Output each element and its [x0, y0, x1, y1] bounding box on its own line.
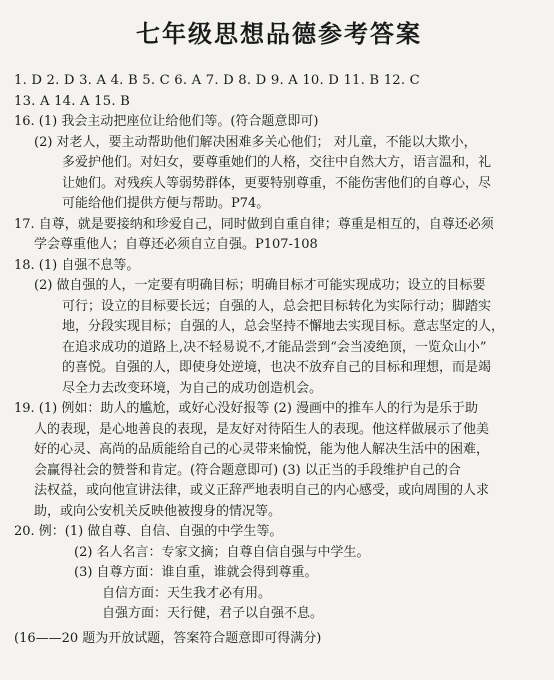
q18-part2-line3: 地，分段实现目标；自强的人，总会坚持不懈地去实现目标。意志坚定的人，	[62, 319, 505, 334]
q20-part3-self-strength: 自强方面：天行健，君子以自强不息。	[102, 606, 324, 621]
q16-part1: 16. (1) 我会主动把座位让给他们等。(符合题意即可)	[14, 114, 319, 129]
q18-part1: 18. (1) 自强不息等。	[14, 257, 140, 273]
mc-answers-row-2: 13. A 14. A 15. B	[14, 93, 131, 109]
q17-line1: 17. 自尊，就是要接纳和珍爱自己，同时做到自重自律；尊重是相互的，自尊还必须	[14, 216, 494, 232]
q16-part2-line1: (2) 对老人，要主动帮助他们解决困难多关心他们； 对儿童，不能以大欺小，	[34, 134, 477, 150]
q18-part2-line6: 尽全力去改变环境，为自己的成功创造机会。	[62, 380, 323, 396]
q18-part2-line4: 在追求成功的道路上,决不轻易说不,才能品尝到“会当凌绝顶，一览众山小”	[62, 339, 487, 355]
q19-line3: 好的心灵、高尚的品质能给自己的心灵带来愉悦，能为他人解决生活中的困难，	[34, 442, 490, 457]
q16-part2-line2: 多爱护他们。对妇女，要尊重她们的人格，交往中自然大方，语言温和，礼	[62, 155, 492, 170]
q19-line2: 人的表现，是心地善良的表现，是友好对待陌生人的表现。他这样做展示了他美	[34, 421, 490, 437]
q19-line5: 法权益，或向他宣讲法律，或义正辞严地表明自己的内心感受，或向周围的人求	[34, 483, 490, 498]
q20-part2: (2) 名人名言：专家文摘；自尊自信自强与中学生。	[74, 544, 370, 560]
q17-line2: 学会尊重他人；自尊还必须自立自强。P107-108	[34, 237, 318, 252]
q19-line4: 会赢得社会的赞誉和肯定。(符合题意即可) (3) 以正当的手段维护自己的合	[34, 462, 461, 478]
q20-part3-confidence: 自信方面：天生我才必有用。	[102, 585, 272, 601]
q18-part2-line5: 的喜悦。自强的人，即使身处逆境，也决不放弃自己的目标和理想，而是竭	[62, 360, 492, 375]
q16-part2-line3: 让她们。对残疾人等弱势群体，更要特别尊重，不能伤害他们的自尊心，尽	[62, 175, 492, 191]
q20-part1: 20. 例：(1) 做自尊、自信、自强的中学生等。	[14, 524, 283, 539]
q19-line1: 19. (1) 例如：助人的尴尬，或好心没好报等 (2) 漫画中的推车人的行为是乐于助	[14, 401, 479, 416]
page-title: 七年级思想品德参考答案	[136, 20, 422, 48]
q20-part3: (3) 自尊方面：谁自重，谁就会得到尊重。	[74, 565, 318, 580]
grading-note: (16——20 题为开放试题，答案符合题意即可得满分)	[14, 630, 322, 646]
mc-answers-row-1: 1. D 2. D 3. A 4. B 5. C 6. A 7. D 8. D 9. A 10. D 11. B 12. C	[14, 73, 420, 88]
q19-line6: 助，或向公安机关反映他被搜身的情况等。	[34, 503, 282, 519]
q16-part2-line4: 可能给他们提供方便与帮助。P74。	[62, 196, 270, 211]
q18-part2-line2: 可行；设立的目标要长远；自强的人，总会把目标转化为实际行动；脚踏实	[62, 298, 492, 314]
q18-part2-line1: (2) 做自强的人，一定要有明确目标；明确目标才可能实现成功；设立的目标要	[34, 278, 486, 293]
